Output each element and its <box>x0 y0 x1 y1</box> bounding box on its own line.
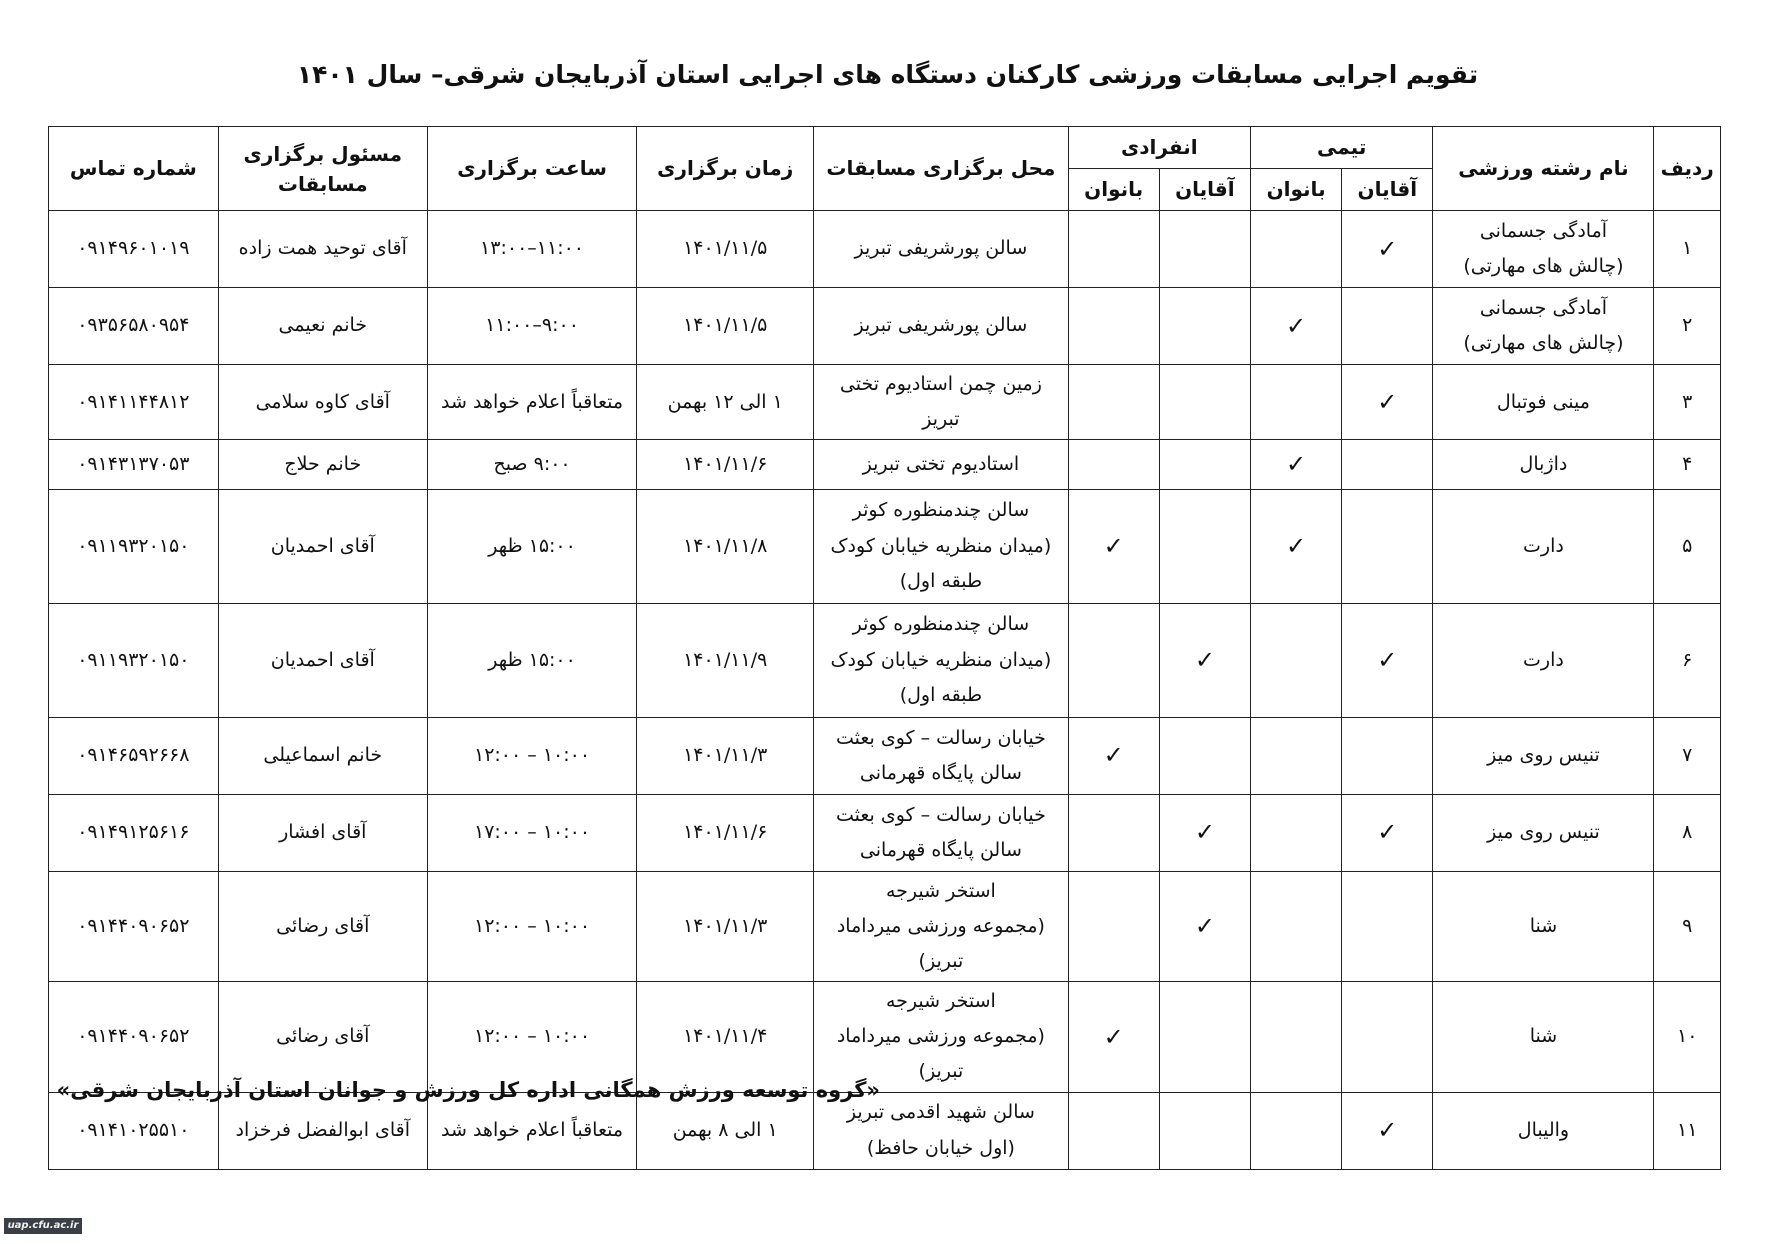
team-men-check: ✓ <box>1342 603 1433 717</box>
table-row <box>49 288 1721 365</box>
date-cell: ۱۴۰۱/۱۱/۹ <box>637 603 814 717</box>
time-cell: ۱۰:۰۰ – ۱۷:۰۰ <box>427 794 636 871</box>
individual-men-check: ✓ <box>1159 603 1250 717</box>
header-date: زمان برگزاری <box>637 127 814 211</box>
phone-cell: ۰۹۱۴۶۵۹۲۶۶۸ <box>49 717 219 794</box>
venue-cell: خیابان رسالت – کوی بعثت سالن پایگاه قهرمانی <box>814 794 1068 871</box>
team-women-check <box>1250 365 1341 440</box>
date-cell: ۱۴۰۱/۱۱/۴ <box>637 982 814 1092</box>
individual-women-check <box>1068 211 1159 288</box>
individual-men-check <box>1159 211 1250 288</box>
row-number: ۹ <box>1654 871 1721 981</box>
phone-cell: ۰۹۱۴۱۱۴۴۸۱۲ <box>49 365 219 440</box>
sport-cell: تنیس روی میز <box>1433 717 1654 794</box>
header-team-women: بانوان <box>1250 169 1341 211</box>
team-men-check <box>1342 982 1433 1092</box>
venue-cell: سالن پورشریفی تبریز <box>814 288 1068 365</box>
footer-note: «گروه توسعه ورزش همگانی اداره کل ورزش و جوانان استان آذربایجان شرقی» <box>56 1078 880 1102</box>
organizer-cell: آقای رضائی <box>218 982 427 1092</box>
phone-cell: ۰۹۱۱۹۳۲۰۱۵۰ <box>49 603 219 717</box>
individual-men-check <box>1159 982 1250 1092</box>
sport-cell: داژبال <box>1433 440 1654 489</box>
phone-cell: ۰۹۱۴۴۰۹۰۶۵۲ <box>49 871 219 981</box>
sport-cell: شنا <box>1433 871 1654 981</box>
date-cell: ۱۴۰۱/۱۱/۶ <box>637 440 814 489</box>
time-cell: متعاقباً اعلام خواهد شد <box>427 365 636 440</box>
individual-women-check: ✓ <box>1068 717 1159 794</box>
organizer-cell: آقای توحید همت زاده <box>218 211 427 288</box>
team-women-check: ✓ <box>1250 440 1341 489</box>
header-individual-women: بانوان <box>1068 169 1159 211</box>
row-number: ۷ <box>1654 717 1721 794</box>
row-number: ۴ <box>1654 440 1721 489</box>
individual-women-check <box>1068 365 1159 440</box>
phone-cell: ۰۹۱۴۹۶۰۱۰۱۹ <box>49 211 219 288</box>
individual-men-check <box>1159 489 1250 603</box>
date-cell: ۱ الی ۸ بهمن <box>637 1092 814 1169</box>
team-women-check <box>1250 717 1341 794</box>
time-cell: ۱۵:۰۰ ظهر <box>427 489 636 603</box>
team-women-check <box>1250 794 1341 871</box>
header-team-men: آقایان <box>1342 169 1433 211</box>
individual-women-check <box>1068 1092 1159 1169</box>
table-row <box>49 717 1721 794</box>
organizer-cell: خانم نعیمی <box>218 288 427 365</box>
individual-men-check <box>1159 440 1250 489</box>
sport-cell: مینی فوتبال <box>1433 365 1654 440</box>
team-men-check <box>1342 489 1433 603</box>
sport-cell: آمادگی جسمانی (چالش های مهارتی) <box>1433 288 1654 365</box>
organizer-cell: آقای رضائی <box>218 871 427 981</box>
date-cell: ۱۴۰۱/۱۱/۳ <box>637 871 814 981</box>
sport-cell: دارت <box>1433 603 1654 717</box>
team-men-check <box>1342 440 1433 489</box>
organizer-cell: آقای افشار <box>218 794 427 871</box>
team-men-check: ✓ <box>1342 365 1433 440</box>
date-cell: ۱۴۰۱/۱۱/۵ <box>637 288 814 365</box>
sport-cell: آمادگی جسمانی (چالش های مهارتی) <box>1433 211 1654 288</box>
venue-cell: استادیوم تختی تبریز <box>814 440 1068 489</box>
team-men-check: ✓ <box>1342 211 1433 288</box>
phone-cell: ۰۹۱۴۴۰۹۰۶۵۲ <box>49 982 219 1092</box>
header-sport: نام رشته ورزشی <box>1433 127 1654 211</box>
time-cell: ۹:۰۰ صبح <box>427 440 636 489</box>
venue-cell: سالن پورشریفی تبریز <box>814 211 1068 288</box>
table-row <box>49 440 1721 489</box>
team-women-check <box>1250 982 1341 1092</box>
row-number: ۲ <box>1654 288 1721 365</box>
venue-cell: سالن چندمنظوره کوثر (میدان منظریه خیابان کودک طبقه اول) <box>814 603 1068 717</box>
sport-cell: شنا <box>1433 982 1654 1092</box>
individual-women-check <box>1068 603 1159 717</box>
team-women-check: ✓ <box>1250 489 1341 603</box>
venue-cell: سالن شهید اقدمی تبریز (اول خیابان حافظ) <box>814 1092 1068 1169</box>
team-women-check <box>1250 1092 1341 1169</box>
page-title: تقویم اجرایی مسابقات ورزشی کارکنان دستگاه های اجرایی استان آذربایجان شرقی– سال ۱۴۰۱ <box>296 60 1479 89</box>
table-row <box>49 489 1721 603</box>
team-men-check <box>1342 288 1433 365</box>
table-row <box>49 365 1721 440</box>
individual-men-check: ✓ <box>1159 871 1250 981</box>
watermark-url: uap.cfu.ac.ir <box>4 1218 82 1234</box>
team-women-check <box>1250 211 1341 288</box>
organizer-cell: آقای احمدیان <box>218 603 427 717</box>
header-row-number: ردیف <box>1654 127 1721 211</box>
row-number: ۳ <box>1654 365 1721 440</box>
table-row <box>49 871 1721 981</box>
phone-cell: ۰۹۱۱۹۳۲۰۱۵۰ <box>49 489 219 603</box>
sport-cell: تنیس روی میز <box>1433 794 1654 871</box>
individual-women-check: ✓ <box>1068 489 1159 603</box>
phone-cell: ۰۹۱۴۹۱۲۵۶۱۶ <box>49 794 219 871</box>
header-team: تیمی <box>1250 127 1432 169</box>
date-cell: ۱۴۰۱/۱۱/۵ <box>637 211 814 288</box>
organizer-cell: آقای کاوه سلامی <box>218 365 427 440</box>
time-cell: ۱۵:۰۰ ظهر <box>427 603 636 717</box>
individual-men-check <box>1159 717 1250 794</box>
time-cell: ۱۰:۰۰ – ۱۲:۰۰ <box>427 982 636 1092</box>
individual-men-check <box>1159 365 1250 440</box>
header-individual: انفرادی <box>1068 127 1250 169</box>
sport-cell: والیبال <box>1433 1092 1654 1169</box>
row-number: ۱ <box>1654 211 1721 288</box>
individual-men-check <box>1159 1092 1250 1169</box>
phone-cell: ۰۹۳۵۶۵۸۰۹۵۴ <box>49 288 219 365</box>
table-row <box>49 211 1721 288</box>
row-number: ۱۱ <box>1654 1092 1721 1169</box>
organizer-cell: آقای ابوالفضل فرخزاد <box>218 1092 427 1169</box>
header-venue: محل برگزاری مسابقات <box>814 127 1068 211</box>
header-phone: شماره تماس <box>49 127 219 211</box>
organizer-cell: خانم حلاج <box>218 440 427 489</box>
individual-women-check <box>1068 440 1159 489</box>
schedule-table <box>48 126 1721 1170</box>
header-individual-men: آقایان <box>1159 169 1250 211</box>
date-cell: ۱۴۰۱/۱۱/۸ <box>637 489 814 603</box>
date-cell: ۱۴۰۱/۱۱/۶ <box>637 794 814 871</box>
team-men-check: ✓ <box>1342 1092 1433 1169</box>
row-number: ۸ <box>1654 794 1721 871</box>
venue-cell: استخر شیرجه (مجموعه ورزشی میرداماد تبریز) <box>814 871 1068 981</box>
time-cell: ۱۰:۰۰ – ۱۲:۰۰ <box>427 871 636 981</box>
row-number: ۱۰ <box>1654 982 1721 1092</box>
table-body <box>49 211 1721 1170</box>
organizer-cell: آقای احمدیان <box>218 489 427 603</box>
table-row <box>49 794 1721 871</box>
venue-cell: خیابان رسالت – کوی بعثت سالن پایگاه قهرمانی <box>814 717 1068 794</box>
phone-cell: ۰۹۱۴۱۰۲۵۵۱۰ <box>49 1092 219 1169</box>
table-row <box>49 1092 1721 1169</box>
time-cell: ۱۰:۰۰ – ۱۲:۰۰ <box>427 717 636 794</box>
team-men-check <box>1342 717 1433 794</box>
team-women-check <box>1250 603 1341 717</box>
table-row <box>49 982 1721 1092</box>
individual-women-check: ✓ <box>1068 982 1159 1092</box>
team-men-check <box>1342 871 1433 981</box>
sport-cell: دارت <box>1433 489 1654 603</box>
table-header <box>49 127 1721 211</box>
team-women-check: ✓ <box>1250 288 1341 365</box>
time-cell: متعاقباً اعلام خواهد شد <box>427 1092 636 1169</box>
individual-women-check <box>1068 288 1159 365</box>
individual-men-check <box>1159 288 1250 365</box>
individual-men-check: ✓ <box>1159 794 1250 871</box>
team-women-check <box>1250 871 1341 981</box>
header-organizer: مسئول برگزاری مسابقات <box>218 127 427 211</box>
time-cell: ۹:۰۰–۱۱:۰۰ <box>427 288 636 365</box>
organizer-cell: خانم اسماعیلی <box>218 717 427 794</box>
date-cell: ۱۴۰۱/۱۱/۳ <box>637 717 814 794</box>
table-row <box>49 603 1721 717</box>
venue-cell: زمین چمن استادیوم تختی تبریز <box>814 365 1068 440</box>
team-men-check: ✓ <box>1342 794 1433 871</box>
phone-cell: ۰۹۱۴۳۱۳۷۰۵۳ <box>49 440 219 489</box>
date-cell: ۱ الی ۱۲ بهمن <box>637 365 814 440</box>
venue-cell: سالن چندمنظوره کوثر (میدان منظریه خیابان کودک طبقه اول) <box>814 489 1068 603</box>
row-number: ۶ <box>1654 603 1721 717</box>
individual-women-check <box>1068 794 1159 871</box>
time-cell: ۱۱:۰۰–۱۳:۰۰ <box>427 211 636 288</box>
individual-women-check <box>1068 871 1159 981</box>
venue-cell: استخر شیرجه (مجموعه ورزشی میرداماد تبریز) <box>814 982 1068 1092</box>
row-number: ۵ <box>1654 489 1721 603</box>
header-time: ساعت برگزاری <box>427 127 636 211</box>
